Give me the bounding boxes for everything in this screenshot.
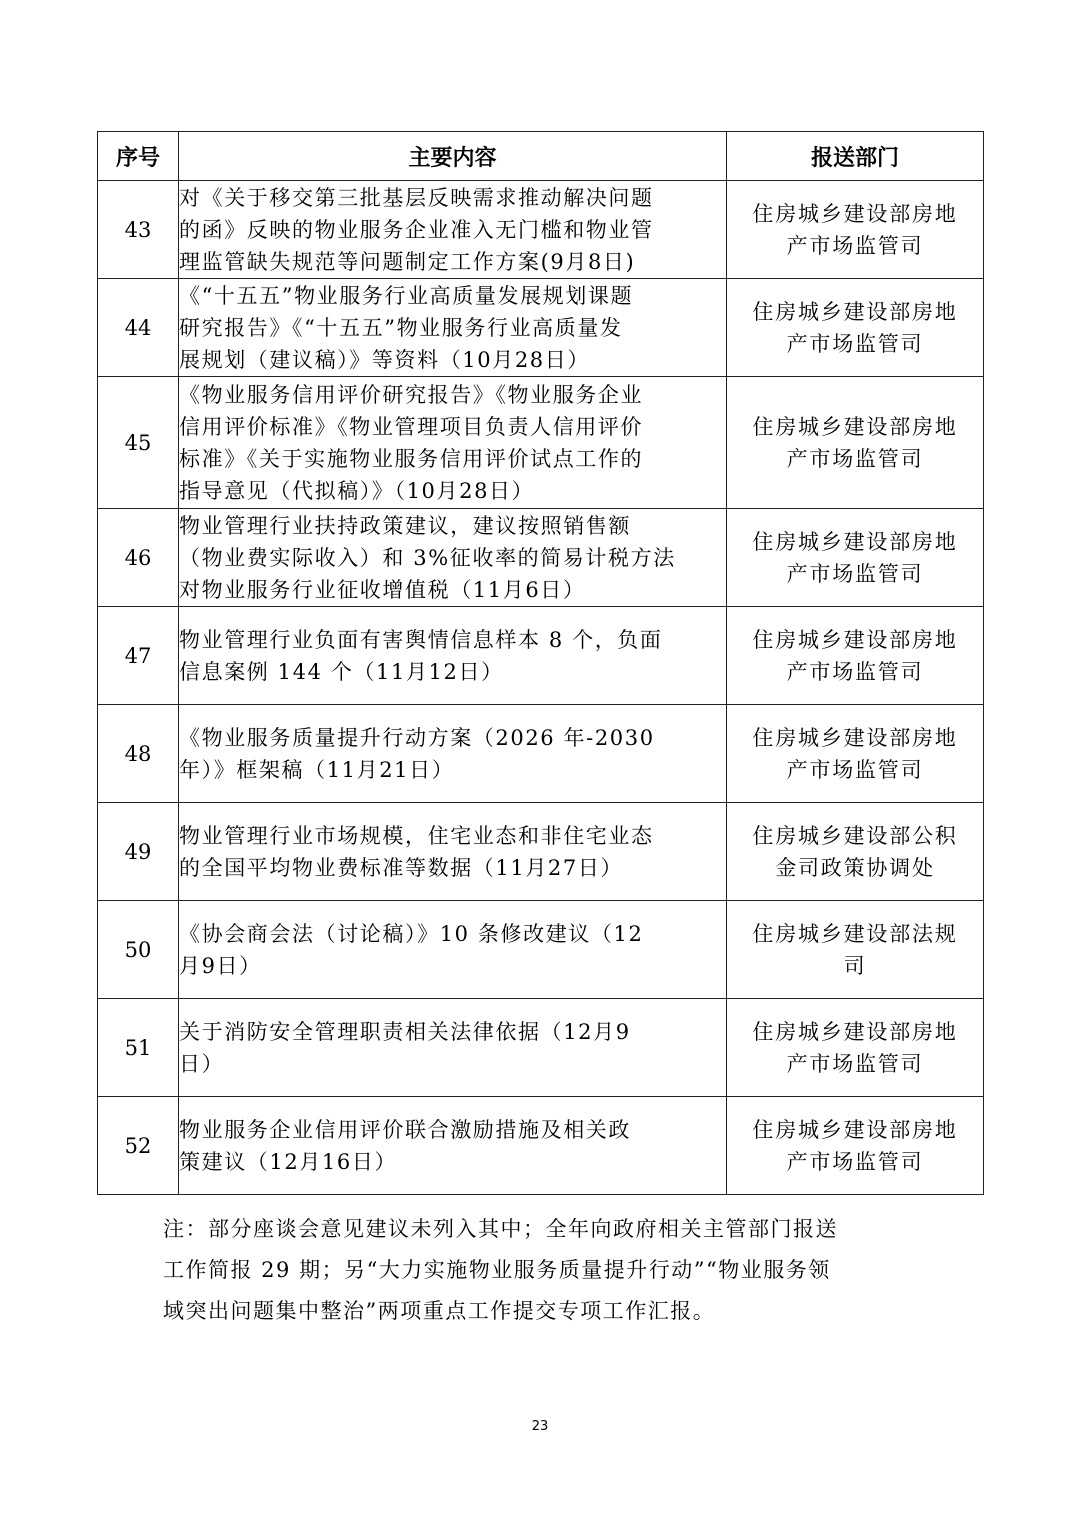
table-row [98,377,984,509]
row-content [179,901,727,999]
row-department [727,377,984,509]
department-line: 产市场监管司 [786,757,924,782]
table-row [98,509,984,607]
page-number: 23 [531,1419,549,1434]
content-line: 的全国平均物业费标准等数据（11月27日） [179,855,624,880]
footnote-line: 注：部分座谈会意见建议未列入其中；全年向政府相关主管部门报送 [163,1217,838,1241]
department-line: 住房城乡建设部房地 [752,201,958,226]
department-line: 住房城乡建设部房地 [752,529,958,554]
content-line: 指导意见（代拟稿）》（10月28日） [179,478,535,503]
table-row [98,803,984,901]
footnote [163,1209,953,1332]
row-serial-number: 44 [98,279,179,377]
row-content [179,1097,727,1195]
row-department [727,1097,984,1195]
content-line: 对物业服务行业征收增值税（11月6日） [179,577,586,602]
content-line: 物业管理行业负面有害舆情信息样本 8 个，负面 [179,627,663,652]
table-row [98,705,984,803]
header-reporting-department: 报送部门 [727,132,984,181]
department-line: 产市场监管司 [786,233,924,258]
row-department [727,901,984,999]
table-row [98,901,984,999]
department-line: 产市场监管司 [786,331,924,356]
content-line: （物业费实际收入）和 3%征收率的简易计税方法 [179,545,676,570]
header-serial-number: 序号 [98,132,179,181]
content-line: 标准》《关于实施物业服务信用评价试点工作的 [179,446,644,471]
department-line: 住房城乡建设部房地 [752,414,958,439]
content-line: 月9日） [179,953,262,978]
row-department [727,279,984,377]
content-line: 策建议（12月16日） [179,1149,398,1174]
table-row [98,279,984,377]
content-line: 《物业服务质量提升行动方案（2026 年-2030 [179,725,655,750]
content-line: 研究报告》《“十五五”物业服务行业高质量发 [179,315,623,340]
row-serial-number: 52 [98,1097,179,1195]
row-department [727,999,984,1097]
content-line: 年）》框架稿（11月21日） [179,757,455,782]
content-line: 对《关于移交第三批基层反映需求推动解决问题 [179,185,654,210]
table-header-row [98,132,984,181]
row-content [179,279,727,377]
row-content [179,999,727,1097]
department-line: 产市场监管司 [786,659,924,684]
content-line: 展规划（建议稿）》等资料（10月28日） [179,347,590,372]
department-line: 住房城乡建设部房地 [752,1117,958,1142]
table-row [98,999,984,1097]
row-department [727,607,984,705]
department-line: 产市场监管司 [786,561,924,586]
table-body [98,181,984,1195]
row-content [179,509,727,607]
department-line: 金司政策协调处 [775,855,935,880]
row-serial-number: 49 [98,803,179,901]
row-content [179,803,727,901]
content-line: 物业管理行业扶持政策建议，建议按照销售额 [179,513,631,538]
row-department [727,509,984,607]
row-serial-number: 43 [98,181,179,279]
row-content [179,705,727,803]
row-serial-number: 48 [98,705,179,803]
content-line: 《“十五五”物业服务行业高质量发展规划课题 [179,283,634,308]
content-line: 《物业服务信用评价研究报告》《物业服务企业 [179,382,644,407]
row-serial-number: 50 [98,901,179,999]
department-line: 司 [843,953,867,978]
row-department [727,181,984,279]
department-line: 住房城乡建设部公积 [752,823,958,848]
row-department [727,803,984,901]
department-line: 产市场监管司 [786,1149,924,1174]
department-line: 产市场监管司 [786,1051,924,1076]
row-serial-number: 47 [98,607,179,705]
department-line: 住房城乡建设部房地 [752,627,958,652]
header-main-content: 主要内容 [179,132,727,181]
content-line: 理监管缺失规范等问题制定工作方案(9月8日) [179,249,636,274]
content-line: 信用评价标准》《物业管理项目负责人信用评价 [179,414,644,439]
content-line: 《协会商会法（讨论稿）》10 条修改建议（12 [179,921,644,946]
row-serial-number: 46 [98,509,179,607]
content-line: 的函》反映的物业服务企业准入无门槛和物业管 [179,217,654,242]
row-content [179,181,727,279]
content-line: 信息案例 144 个（11月12日） [179,659,504,684]
row-department [727,705,984,803]
content-line: 物业管理行业市场规模，住宅业态和非住宅业态 [179,823,654,848]
row-serial-number: 51 [98,999,179,1097]
content-line: 日） [179,1051,225,1076]
department-line: 住房城乡建设部房地 [752,299,958,324]
table-row [98,1097,984,1195]
department-line: 产市场监管司 [786,446,924,471]
department-line: 住房城乡建设部房地 [752,725,958,750]
table-row [98,181,984,279]
content-line: 关于消防安全管理职责相关法律依据（12月9 [179,1019,631,1044]
table-row [98,607,984,705]
content-line: 物业服务企业信用评价联合激励措施及相关政 [179,1117,631,1142]
row-serial-number: 45 [98,377,179,509]
department-line: 住房城乡建设部法规 [752,921,958,946]
row-content [179,377,727,509]
report-table [97,131,984,1195]
footnote-line: 工作简报 29 期；另“大力实施物业服务质量提升行动”“物业服务领 [163,1258,831,1282]
footnote-line: 域突出问题集中整治”两项重点工作提交专项工作汇报。 [163,1299,716,1323]
row-content [179,607,727,705]
department-line: 住房城乡建设部房地 [752,1019,958,1044]
